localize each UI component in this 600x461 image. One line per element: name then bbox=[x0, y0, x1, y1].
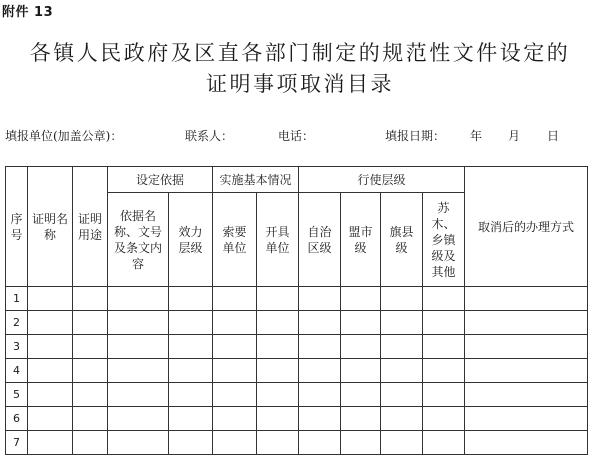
table-cell bbox=[381, 311, 423, 335]
table-cell bbox=[73, 335, 108, 359]
table-cell bbox=[28, 431, 73, 455]
table-cell bbox=[341, 407, 381, 431]
table-cell bbox=[299, 407, 341, 431]
table-cell bbox=[465, 335, 588, 359]
table-cell bbox=[213, 383, 257, 407]
filing-unit-label: 填报单位(加盖公章)： bbox=[5, 129, 123, 143]
table-cell bbox=[28, 383, 73, 407]
document-title-line1: 各镇人民政府及区直各部门制定的规范性文件设定的 bbox=[29, 41, 571, 65]
month-label: 月 bbox=[508, 129, 521, 143]
table-cell bbox=[73, 383, 108, 407]
table-cell bbox=[257, 359, 299, 383]
table-cell bbox=[465, 311, 588, 335]
table-cell bbox=[381, 383, 423, 407]
table-cell bbox=[108, 383, 169, 407]
table-cell bbox=[299, 311, 341, 335]
table-cell bbox=[423, 359, 465, 383]
header-after-cancel: 取消后的办理方式 bbox=[465, 167, 588, 287]
table-cell bbox=[423, 383, 465, 407]
table-row bbox=[6, 359, 588, 383]
table-cell bbox=[381, 407, 423, 431]
table-cell bbox=[299, 431, 341, 455]
row-number: 5 bbox=[6, 383, 28, 407]
table-cell bbox=[423, 335, 465, 359]
table-cell bbox=[465, 431, 588, 455]
table-cell bbox=[257, 383, 299, 407]
row-number: 4 bbox=[6, 359, 28, 383]
table-body bbox=[6, 287, 588, 455]
table-cell bbox=[169, 335, 213, 359]
header-basis: 设定依据 bbox=[108, 167, 213, 193]
header-impl: 实施基本情况 bbox=[213, 167, 299, 193]
table-cell bbox=[423, 287, 465, 311]
table-cell bbox=[213, 407, 257, 431]
table-cell bbox=[299, 383, 341, 407]
table-cell bbox=[381, 359, 423, 383]
table-cell bbox=[108, 335, 169, 359]
table-cell bbox=[341, 359, 381, 383]
table-cell bbox=[28, 407, 73, 431]
header-cert-use: 证明用途 bbox=[73, 167, 108, 287]
certificate-cancellation-table bbox=[5, 166, 588, 455]
table-cell bbox=[28, 335, 73, 359]
row-number: 6 bbox=[6, 407, 28, 431]
table-cell bbox=[257, 287, 299, 311]
header-exercise-level: 行使层级 bbox=[299, 167, 465, 193]
header-basis-doc: 依据名称、文号及条文内容 bbox=[108, 193, 169, 287]
table-cell bbox=[381, 287, 423, 311]
table-cell bbox=[28, 311, 73, 335]
table-cell bbox=[213, 359, 257, 383]
header-impl-issue: 开具单位 bbox=[257, 193, 299, 287]
table-cell bbox=[465, 383, 588, 407]
table-cell bbox=[73, 431, 108, 455]
table-cell bbox=[423, 407, 465, 431]
table-cell bbox=[108, 287, 169, 311]
table-cell bbox=[341, 311, 381, 335]
table-cell bbox=[465, 359, 588, 383]
table-cell bbox=[257, 407, 299, 431]
table-cell bbox=[213, 431, 257, 455]
table-cell bbox=[381, 431, 423, 455]
table-cell bbox=[257, 335, 299, 359]
table-row bbox=[6, 287, 588, 311]
table-cell bbox=[28, 359, 73, 383]
table-cell bbox=[257, 431, 299, 455]
year-label: 年 bbox=[470, 129, 483, 143]
table-cell bbox=[213, 335, 257, 359]
table-cell bbox=[73, 311, 108, 335]
table-cell bbox=[108, 311, 169, 335]
row-number: 2 bbox=[6, 311, 28, 335]
header-region-level: 自治区级 bbox=[299, 193, 341, 287]
table-cell bbox=[73, 287, 108, 311]
header-impl-request: 索要单位 bbox=[213, 193, 257, 287]
day-label: 日 bbox=[547, 129, 560, 143]
table-cell bbox=[169, 383, 213, 407]
header-cert-name: 证明名称 bbox=[28, 167, 73, 287]
table-cell bbox=[465, 287, 588, 311]
table-cell bbox=[169, 311, 213, 335]
table-cell bbox=[213, 287, 257, 311]
header-banner-level: 旗县级 bbox=[381, 193, 423, 287]
table-cell bbox=[257, 311, 299, 335]
table-cell bbox=[341, 335, 381, 359]
table-row bbox=[6, 431, 588, 455]
table-cell bbox=[73, 407, 108, 431]
table-row bbox=[6, 311, 588, 335]
filing-date-label: 填报日期： bbox=[385, 129, 446, 143]
table-cell bbox=[169, 407, 213, 431]
table-cell bbox=[299, 335, 341, 359]
table-cell bbox=[169, 359, 213, 383]
document-title-line2: 证明事项取消目录 bbox=[206, 72, 394, 96]
table-row bbox=[6, 335, 588, 359]
header-league-level: 盟市级 bbox=[341, 193, 381, 287]
table-cell bbox=[341, 383, 381, 407]
phone-label: 电话： bbox=[278, 129, 315, 143]
table-cell bbox=[341, 431, 381, 455]
table-cell bbox=[423, 311, 465, 335]
table-cell bbox=[213, 311, 257, 335]
header-seq: 序号 bbox=[6, 167, 28, 287]
table-cell bbox=[108, 407, 169, 431]
table-cell bbox=[108, 359, 169, 383]
table-cell bbox=[169, 287, 213, 311]
contact-label: 联系人： bbox=[185, 129, 234, 143]
row-number: 1 bbox=[6, 287, 28, 311]
annex-label: 附件 13 bbox=[2, 5, 54, 20]
table-cell bbox=[299, 287, 341, 311]
table-cell bbox=[28, 287, 73, 311]
table-cell bbox=[108, 431, 169, 455]
header-sumu-level: 苏木、乡镇级及其他 bbox=[423, 193, 465, 287]
row-number: 3 bbox=[6, 335, 28, 359]
table-cell bbox=[73, 359, 108, 383]
header-basis-level: 效力层级 bbox=[169, 193, 213, 287]
table-cell bbox=[169, 431, 213, 455]
table-cell bbox=[465, 407, 588, 431]
table-row bbox=[6, 407, 588, 431]
table-cell bbox=[381, 335, 423, 359]
row-number: 7 bbox=[6, 431, 28, 455]
table-cell bbox=[423, 431, 465, 455]
table-cell bbox=[341, 287, 381, 311]
table-cell bbox=[299, 359, 341, 383]
table-row bbox=[6, 383, 588, 407]
